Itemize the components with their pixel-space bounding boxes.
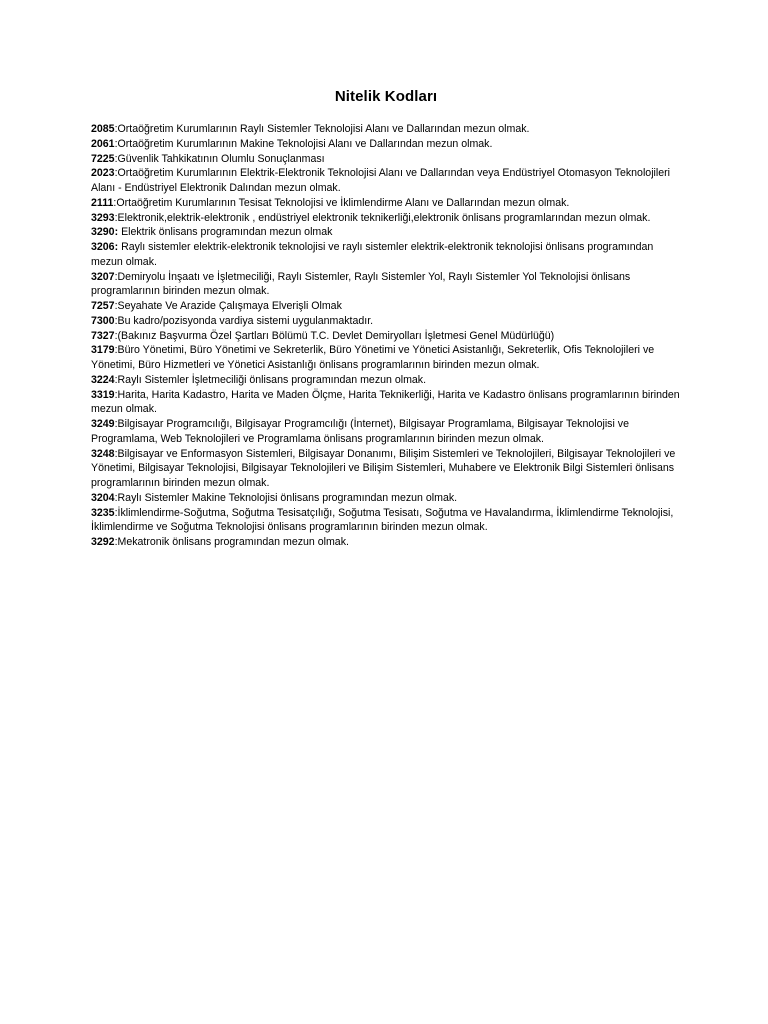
qualification-code: 3224 — [91, 373, 115, 386]
qualification-entry — [91, 137, 681, 152]
qualification-code: 2023 — [91, 167, 115, 180]
qualification-entry — [91, 314, 681, 329]
qualification-description: Elektrik önlisans programından mezun olmak — [121, 226, 333, 239]
qualification-entry — [91, 166, 681, 196]
qualification-code: 7257 — [91, 300, 115, 312]
qualification-description: Raylı Sistemler İşletmeciliği önlisans programından mezun olmak. — [117, 373, 427, 386]
code-separator: : — [114, 344, 118, 357]
qualification-code: 3206 — [91, 241, 115, 253]
code-separator: : — [114, 329, 118, 342]
code-separator: : — [114, 314, 118, 327]
qualification-entry — [91, 225, 681, 240]
qualification-code: 3290 — [91, 226, 115, 239]
qualification-description: Bu kadro/pozisyonda vardiya sistemi uygulanmaktadır. — [117, 314, 374, 327]
qualification-code: 3179 — [91, 344, 115, 357]
code-separator: : — [114, 491, 118, 504]
qualification-entry — [91, 447, 681, 491]
code-separator: : — [114, 447, 118, 460]
qualification-entry — [91, 329, 681, 344]
code-separator: : — [114, 506, 118, 519]
qualification-code: 7225 — [91, 152, 115, 165]
qualification-description: Raylı sistemler elektrik-elektronik teknolojisi ve raylı sistemler elektrik-elektronik teknolojisi önlisans programından mezun olmak. — [91, 241, 654, 268]
code-separator: : — [114, 536, 118, 548]
qualification-description: Seyahate Ve Arazide Çalışmaya Elverişli Olmak — [117, 300, 342, 312]
code-separator: : — [114, 270, 118, 283]
qualification-entry — [91, 270, 681, 300]
qualification-code: 7300 — [91, 314, 115, 327]
qualification-entry — [91, 211, 681, 226]
qualification-entry — [91, 535, 681, 550]
qualification-description: Ortaöğretim Kurumlarının Tesisat Teknolojisi ve İklimlendirme Alanı ve Dallarından mezun olmak. — [116, 196, 570, 209]
code-separator: : — [114, 226, 122, 239]
qualification-description: Ortaöğretim Kurumlarının Raylı Sistemler Teknolojisi Alanı ve Dallarından mezun olmak. — [117, 123, 530, 135]
qualification-code: 3293 — [91, 211, 115, 224]
qualification-entry — [91, 152, 681, 167]
qualification-description: Demiryolu İnşaatı ve İşletmeciliği, Raylı Sistemler, Raylı Sistemler Yol, Raylı Sistemler Yol Teknolojisi önlisans programlarının birinden mezun olmak. — [91, 270, 631, 298]
qualification-entry — [91, 299, 681, 314]
code-separator: : — [114, 373, 118, 386]
qualification-description: Harita, Harita Kadastro, Harita ve Maden Ölçme, Harita Teknikerliği, Harita ve Kadastro önlisans programlarının birinden mezun olmak. — [91, 388, 680, 416]
qualification-code: 3235 — [91, 506, 115, 519]
code-separator: : — [114, 211, 118, 224]
qualification-entry — [91, 373, 681, 388]
qualification-code: 7327 — [91, 329, 115, 342]
qualification-description: Bilgisayar Programcılığı, Bilgisayar Programcılığı (İnternet), Bilgisayar Programlama, Bilgisayar Teknolojisi ve Programlama, Web Teknolojileri ve Programlama önlisans programlarının birinden mezun olmak. — [91, 418, 629, 445]
qualification-description: İklimlendirme-Soğutma, Soğutma Tesisatçılığı, Soğutma Tesisatı, Soğutma ve Havalandırma, İklimlendirme Teknolojisi, İklimlendirme ve Soğutma Teknolojisi önlisans programlarının birinden mezun olmak. — [91, 506, 674, 534]
qualification-code-list — [91, 122, 681, 550]
code-separator: : — [114, 300, 118, 312]
qualification-entry — [91, 240, 681, 270]
qualification-code: 3292 — [91, 536, 115, 548]
code-separator: : — [114, 152, 118, 165]
qualification-description: Bilgisayar ve Enformasyon Sistemleri, Bilgisayar Donanımı, Bilişim Sistemleri ve Teknolojileri, Bilgisayar Teknolojileri ve Yönetimi, Bilgisayar Teknolojisi, Bilgisayar Teknolojileri ve Bilişim Sistemleri, Muhabere ve Elektronik Bilgi Sistemleri önlisans programlarının birinden mezun olmak. — [91, 447, 676, 489]
qualification-code: 2061 — [91, 137, 115, 150]
code-separator: : — [114, 418, 118, 430]
code-separator: : — [114, 388, 118, 401]
code-separator: : — [114, 137, 118, 150]
qualification-code: 3248 — [91, 447, 115, 460]
qualification-entry — [91, 196, 681, 211]
qualification-description: Ortaöğretim Kurumlarının Elektrik-Elektronik Teknolojisi Alanı ve Dallarından veya Endüstriyel Otomasyon Teknolojileri Alanı - Endüstriyel Elektronik Dalından mezun olmak. — [91, 167, 671, 194]
qualification-code: 2111 — [91, 196, 114, 209]
qualification-entry — [91, 388, 681, 418]
qualification-code: 2085 — [91, 123, 115, 135]
qualification-description: Mekatronik önlisans programından mezun olmak. — [117, 536, 349, 548]
qualification-code: 3204 — [91, 491, 115, 504]
qualification-entry — [91, 122, 681, 137]
qualification-code: 3319 — [91, 388, 115, 401]
qualification-description: Büro Yönetimi, Büro Yönetimi ve Sekreterlik, Büro Yönetimi ve Yönetici Asistanlığı, Sekreterlik, Ofis Teknolojileri ve Yönetimi, Büro Hizmetleri ve Yönetici Asistanlığı önlisans programlarının birinden mezun olmak. — [91, 344, 655, 371]
code-separator: : — [114, 241, 122, 253]
qualification-code: 3249 — [91, 418, 115, 430]
qualification-entry — [91, 491, 681, 506]
qualification-entry — [91, 506, 681, 536]
qualification-description: Ortaöğretim Kurumlarının Makine Teknolojisi Alanı ve Dallarından mezun olmak. — [117, 137, 493, 150]
qualification-description: (Bakınız Başvurma Özel Şartları Bölümü T.C. Devlet Demiryolları İşletmesi Genel Müdürlüğü) — [117, 329, 555, 342]
code-separator: : — [113, 196, 117, 209]
qualification-description: Raylı Sistemler Makine Teknolojisi önlisans programından mezun olmak. — [117, 491, 458, 504]
qualification-entry — [91, 343, 681, 373]
qualification-code: 3207 — [91, 270, 115, 283]
qualification-entry — [91, 417, 681, 447]
qualification-description: Elektronik,elektrik-elektronik , endüstriyel elektronik teknikerliği,elektronik önlisans programlarından mezun olmak. — [117, 211, 651, 224]
code-separator: : — [114, 123, 118, 135]
code-separator: : — [114, 167, 118, 180]
document-title: Nitelik Kodları — [334, 88, 438, 105]
qualification-description: Güvenlik Tahkikatının Olumlu Sonuçlanması — [117, 152, 325, 165]
